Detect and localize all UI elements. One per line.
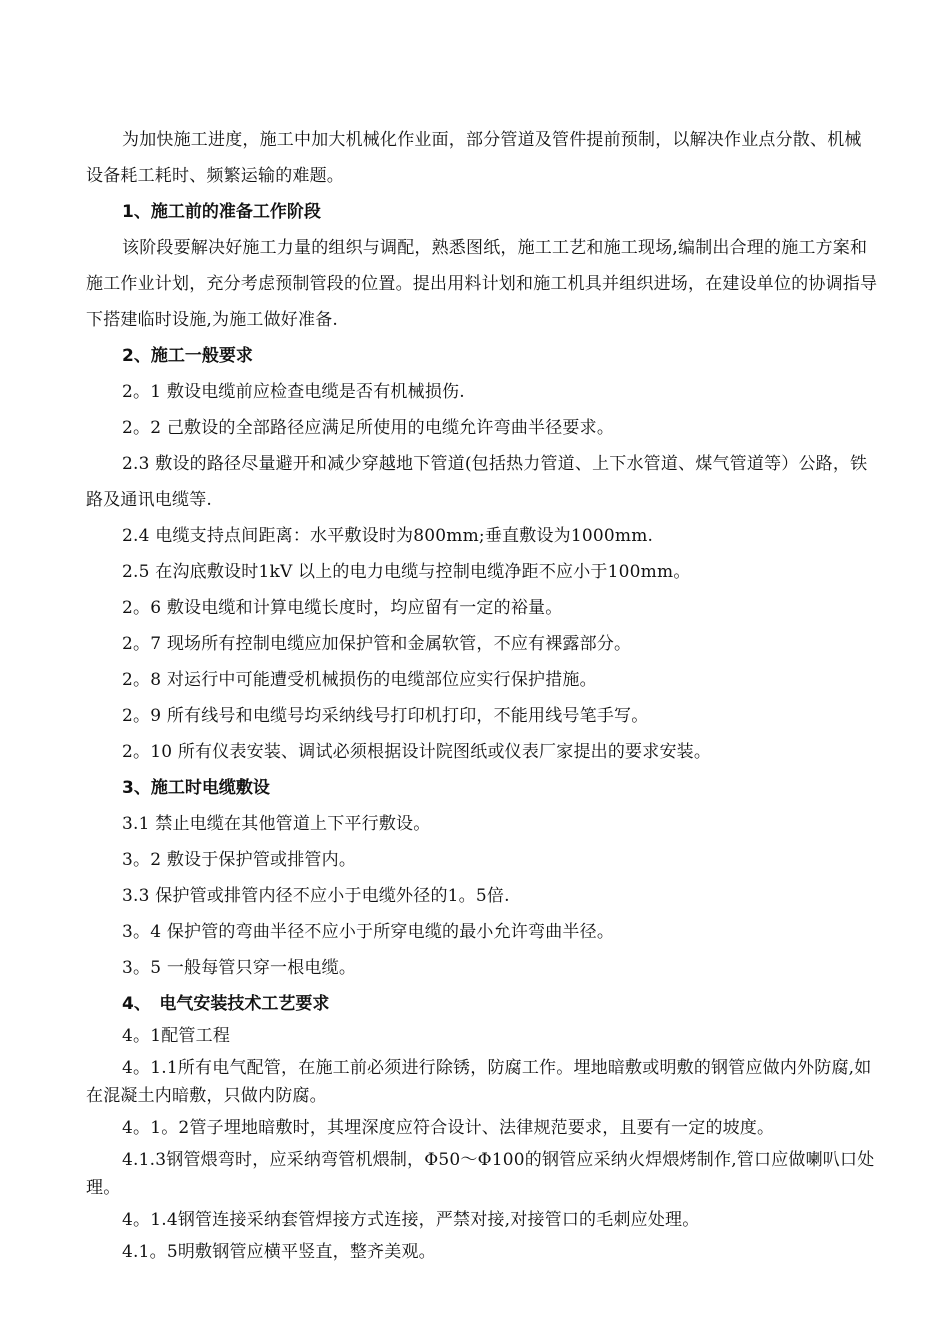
section-4-item: 4。1。2管子埋地暗敷时，其埋深度应符合设计、法律规范要求，且要有一定的坡度。 [122,1118,775,1138]
section-3-item: 3.1 禁止电缆在其他管道上下平行敷设。 [122,814,431,834]
section-2-heading: 2、施工一般要求 [122,346,253,366]
section-3-item: 3.3 保护管或排管内径不应小于电缆外径的1。5倍. [122,886,510,906]
section-4-heading: 4、 电气安装技术工艺要求 [122,994,330,1014]
section-1-body: 该阶段要解决好施工力量的组织与调配，熟悉图纸，施工工艺和施工现场,编制出合理的施工方案和施工作业计划，充分考虑预制管段的位置。提出用料计划和施工机具并组织进场，在建设单位的协调指导下搭建临时设施,为施工做好准备. [86,238,878,330]
section-1-heading: 1、施工前的准备工作阶段 [122,202,321,222]
section-2-item: 2。6 敷设电缆和计算电缆长度时，均应留有一定的裕量。 [122,598,563,618]
intro-paragraph: 为加快施工进度，施工中加大机械化作业面，部分管道及管件提前预制，以解决作业点分散、机械设备耗工耗时、频繁运输的难题。 [86,130,862,186]
section-3-heading: 3、施工时电缆敷设 [122,778,270,798]
section-4-item: 4。1配管工程 [122,1026,231,1046]
section-3-item: 3。5 一般每管只穿一根电缆。 [122,958,357,978]
section-2-item: 2。9 所有线号和电缆号均采纳线号打印机打印，不能用线号笔手写。 [122,706,649,726]
section-2-item: 2.4 电缆支持点间距离：水平敷设时为800mm;垂直敷设为1000mm. [122,526,654,546]
section-2-item: 2。1 敷设电缆前应检查电缆是否有机械损伤. [122,382,465,402]
section-3-item: 3。2 敷设于保护管或排管内。 [122,850,357,870]
section-2-item: 2。10 所有仪表安装、调试必须根据设计院图纸或仪表厂家提出的要求安装。 [122,742,712,762]
section-2-item: 2.5 在沟底敷设时1kV 以上的电力电缆与控制电缆净距不应小于100mm。 [122,562,691,582]
section-3-item: 3。4 保护管的弯曲半径不应小于所穿电缆的最小允许弯曲半径。 [122,922,615,942]
section-2-item: 2。8 对运行中可能遭受机械损伤的电缆部位应实行保护措施。 [122,670,597,690]
document-page [86,122,878,1266]
section-4-item: 4.1.3钢管煨弯时，应采纳弯管机煨制，Φ50～Φ100的钢管应采纳火焊煨烤制作,管口应做喇叭口处理。 [86,1150,875,1198]
section-2-item: 2。2 己敷设的全部路径应满足所使用的电缆允许弯曲半径要求。 [122,418,615,438]
section-2-item: 2。7 现场所有控制电缆应加保护管和金属软管，不应有裸露部分。 [122,634,632,654]
section-4-item: 4.1。5明敷钢管应横平竖直，整齐美观。 [122,1242,436,1262]
section-2-item: 2.3 敷设的路径尽量避开和减少穿越地下管道(包括热力管道、上下水管道、煤气管道等）公路，铁路及通讯电缆等. [86,454,868,510]
section-4-item: 4。1.1所有电气配管，在施工前必须进行除锈，防腐工作。埋地暗敷或明敷的钢管应做内外防腐,如在混凝土内暗敷，只做内防腐。 [86,1058,872,1106]
section-4-item: 4。1.4钢管连接采纳套管焊接方式连接，严禁对接,对接管口的毛刺应处理。 [122,1210,700,1230]
